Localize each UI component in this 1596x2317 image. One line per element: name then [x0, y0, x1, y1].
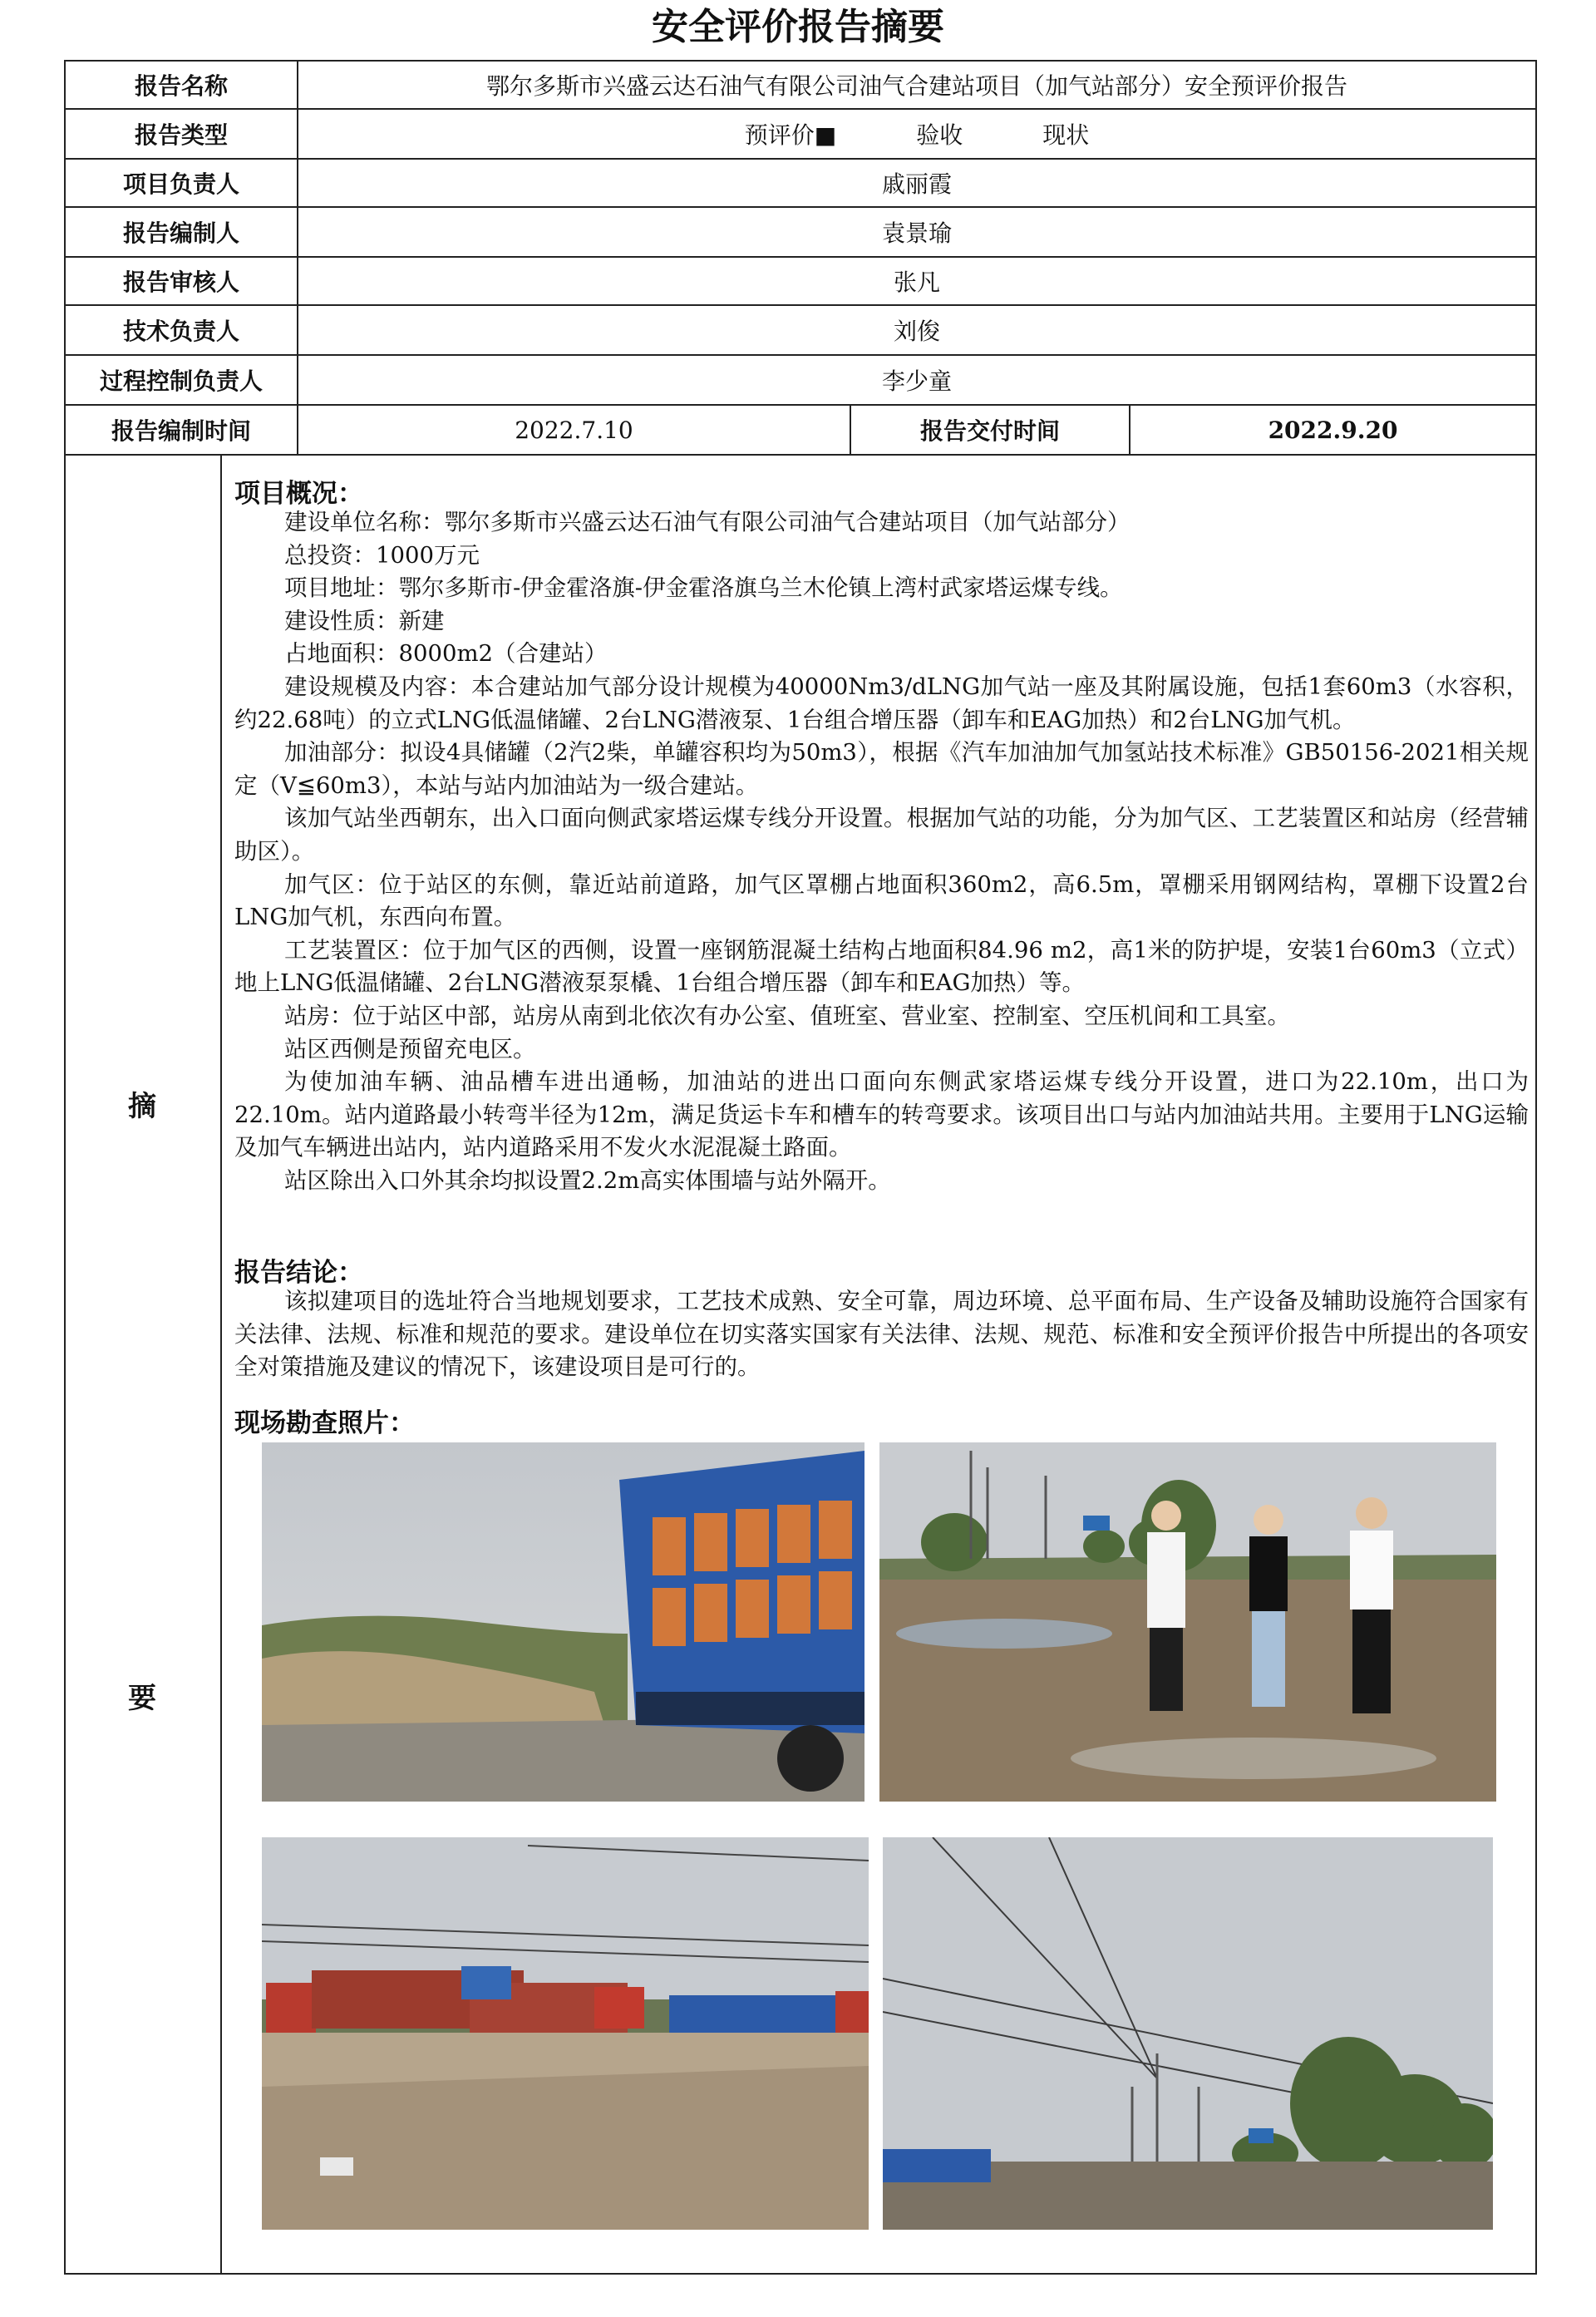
- report-type-option-acceptance: 验收: [916, 121, 963, 149]
- project-lead-label: 项目负责人: [64, 158, 298, 208]
- site-photo-truck: [262, 1442, 864, 1802]
- site-photo-red-trucks: [262, 1837, 869, 2230]
- overview-paragraph: 加气区：位于站区的东侧，靠近站前道路，加气区罩棚占地面积360m2，高6.5m，罩棚采用钢网结构，罩棚下设置2台LNG加气机，东西向布置。: [234, 870, 1529, 931]
- site-photo-inspectors: [879, 1442, 1496, 1802]
- overview-paragraph: 为使加油车辆、油品槽车进出通畅，加油站的进出口面向东侧武家塔运煤专线分开设置，进口为22.10m，出口为22.10m。站内道路最小转弯半径为12m，满足货运卡车和槽车的转弯要求。该项目出口与站内加油站共用。主要用于LNG运输及加气车辆进出站内，站内道路采用不发火水泥混凝土路面。: [234, 1068, 1529, 1161]
- abstract-label-cell: [64, 454, 222, 2275]
- process-lead-label: 过程控制负责人: [64, 354, 298, 406]
- reviewer-label: 报告审核人: [64, 256, 298, 306]
- compiler-value: 袁景瑜: [297, 206, 1537, 258]
- tech-lead-value: 刘俊: [297, 304, 1537, 356]
- overview-paragraph: 总投资：1000万元: [284, 541, 480, 569]
- tech-lead-label: 技术负责人: [64, 304, 298, 356]
- report-type-option-status: 现状: [1042, 121, 1090, 149]
- compile-time-label: 报告编制时间: [64, 404, 298, 456]
- overview-paragraph: 站房：位于站区中部，站房从南到北依次有办公室、值班室、营业室、控制室、空压机间和工具室。: [284, 1002, 1290, 1029]
- overview-paragraph: 建设性质：新建: [284, 607, 445, 634]
- overview-paragraph: 加油部分：拟设4具储罐（2汽2柴，单罐容积均为50m3），根据《汽车加油加气加氢站技术标准》GB50156-2021相关规定（V≦60m3），本站与站内加油站为一级合建站。: [234, 739, 1529, 799]
- overview-paragraph: 建设单位名称：鄂尔多斯市兴盛云达石油气有限公司油气合建站项目（加气站部分）: [284, 509, 1130, 535]
- abstract-label-char-1: 摘: [128, 1090, 156, 1123]
- overview-paragraph: 工艺装置区：位于加气区的西侧，设置一座钢筋混凝土结构占地面积84.96 m2，高1米的防护堤，安装1台60m3（立式）地上LNG低温储罐、2台LNG潜液泵泵橇、1台组合增压器（卸车和EAG加热）等。: [234, 936, 1529, 997]
- delivery-time-label: 报告交付时间: [850, 404, 1130, 456]
- report-name-label: 报告名称: [64, 60, 298, 110]
- project-lead-value: 戚丽霞: [297, 158, 1537, 208]
- report-name-value: 鄂尔多斯市兴盛云达石油气有限公司油气合建站项目（加气站部分）安全预评价报告: [297, 60, 1537, 110]
- overview-paragraph: 建设规模及内容：本合建站加气部分设计规模为40000Nm3/dLNG加气站一座及其附属设施，包括1套60m3（水容积，约22.68吨）的立式LNG低温储罐、2台LNG潜液泵、1台组合增压器（卸车和EAG加热）和2台LNG加气机。: [234, 673, 1529, 733]
- page-title: 安全评价报告摘要: [652, 6, 944, 48]
- conclusion-heading: 报告结论：: [234, 1258, 363, 1288]
- overview-paragraph: 占地面积：8000m2（合建站）: [284, 640, 608, 668]
- delivery-time-value: 2022.9.20: [1129, 404, 1537, 456]
- overview-paragraph: 站区西侧是预留充电区。: [284, 1035, 536, 1062]
- report-type-option-pre: 预评价■: [744, 121, 837, 149]
- reviewer-value: 张凡: [297, 256, 1537, 306]
- compile-time-value: 2022.7.10: [297, 404, 851, 456]
- overview-heading: 项目概况：: [234, 479, 363, 509]
- report-type-value: [297, 108, 1537, 160]
- compiler-label: 报告编制人: [64, 206, 298, 258]
- photos-heading: 现场勘查照片：: [234, 1408, 415, 1438]
- process-lead-value: 李少童: [297, 354, 1537, 406]
- overview-paragraph: 该加气站坐西朝东，出入口面向侧武家塔运煤专线分开设置。根据加气站的功能，分为加气区、工艺装置区和站房（经营辅助区）。: [234, 805, 1529, 865]
- report-type-label: 报告类型: [64, 108, 298, 160]
- overview-paragraph: 站区除出入口外其余均拟设置2.2m高实体围墙与站外隔开。: [284, 1166, 891, 1194]
- overview-paragraph: 项目地址：鄂尔多斯市-伊金霍洛旗-伊金霍洛旗乌兰木伦镇上湾村武家塔运煤专线。: [284, 574, 1123, 602]
- conclusion-paragraph: 该拟建项目的选址符合当地规划要求，工艺技术成熟、安全可靠，周边环境、总平面布局、生产设备及辅助设施符合国家有关法律、法规、标准和规范的要求。建设单位在切实落实国家有关法律、法规、规范、标准和安全预评价报告中所提出的各项安全对策措施及建议的情况下，该建设项目是可行的。: [234, 1288, 1529, 1381]
- site-photo-power-lines: [883, 1837, 1493, 2230]
- abstract-label-char-2: 要: [128, 1682, 156, 1715]
- overview-paragraphs: [234, 506, 1529, 1197]
